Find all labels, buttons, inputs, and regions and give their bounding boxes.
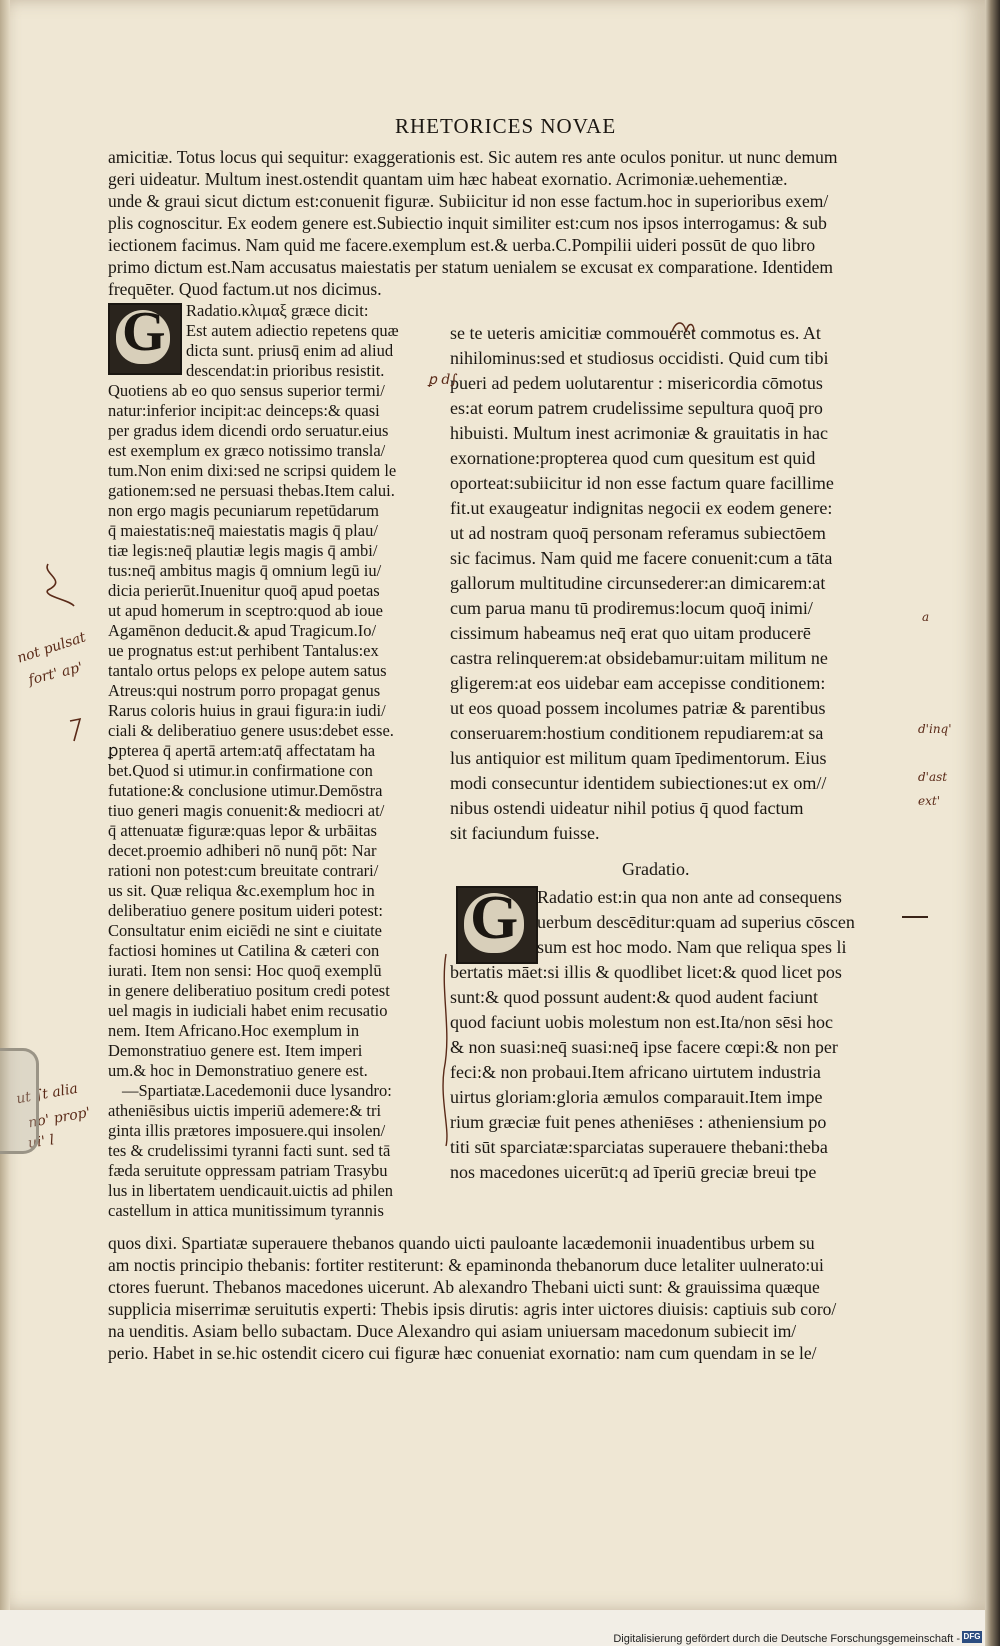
text-line: primo dictum est.Nam accusatus maiestatis per statum uenialem se excusat ex comparatione. Identidem <box>108 257 834 277</box>
text-line: nos macedones uicerūt:q ad īperiū greciæ breui tpe <box>450 1162 817 1182</box>
text-line: amicitiæ. Totus locus qui sequitur: exaggerationis est. Sic autem res ante oculos ponitur. ut nunc demum <box>108 147 838 167</box>
handwritten-note: not pulsat <box>15 629 88 667</box>
decorated-initial-left: G <box>108 303 182 375</box>
footer-credit: Digitalisierung gefördert durch die Deutsche Forschungsgemeinschaft - <box>613 1633 960 1645</box>
text-line: Radatio est:in qua non ante ad consequens <box>537 887 842 907</box>
text-line: castellum in attica munitissimum tyrannis <box>108 1201 384 1220</box>
text-line: Demonstratiuo genere est. Item imperi <box>108 1041 363 1060</box>
handwritten-note: ut ∫t alia <box>15 1080 80 1108</box>
text-line: gallorum multitudine circunsederer:an dimicarem:at <box>450 573 826 593</box>
text-line: us sit. Quæ reliqua &c.exemplum hoc in <box>108 881 375 900</box>
text-line: gationem:sed ne persuasi thebas.Item calui. <box>108 481 395 500</box>
text-line: quod faciunt uobis molestum non est.Ita/non sēsi hoc <box>450 1012 833 1032</box>
text-line: se te ueteris amicitiæ commoueret commotus es. At <box>450 323 821 343</box>
text-line: —Spartiatæ.Lacedemonii duce lysandro: <box>122 1081 392 1100</box>
handwritten-dash-mark <box>900 910 930 924</box>
page-edge <box>985 0 1000 1646</box>
text-line: gligerem:at eos uidebar eam accepisse conditionem: <box>450 673 826 693</box>
text-line: Radatio.κλιμαξ græce dicit: <box>186 301 369 320</box>
text-line: um.& hoc in Demonstratiuo genere est. <box>108 1061 368 1080</box>
text-line: descendat:in prioribus resistit. <box>186 361 385 380</box>
text-line: modi consecuntur identidem subiectiones:ut ex om// <box>450 773 827 793</box>
text-line: uirtus gloriam:gloria æmulos comparauit.Item impe <box>450 1087 823 1107</box>
handwritten-bracket-mark <box>40 560 80 610</box>
text-line: ctores fuerunt. Thebanos macedones uicerunt. Ab alexandro Thebani uicti sunt: & grauissima quæque <box>108 1277 820 1297</box>
text-line: ut ad nostram quoq̄ personam referamus subiectōem <box>450 523 826 543</box>
text-line: tum.Non enim dixi:sed ne scripsi quidem le <box>108 461 397 480</box>
text-line: decet.proemio adhiberi nō nunq̄ pōt: Nar <box>108 841 377 860</box>
handwritten-note: d'ast <box>918 770 948 784</box>
text-line: geri uideatur. Multum inest.ostendit quantam uim hæc habeat exornatio. Acrimoniæ.uehementiæ. <box>108 169 788 189</box>
text-line: tiæ legis:neq̄ plautiæ legis magis q̄ ambi/ <box>108 541 378 560</box>
handwritten-note: no' prop' <box>27 1104 92 1132</box>
text-line: Quotiens ab eo quo sensus superior termi/ <box>108 381 385 400</box>
text-line: tes & crudelissimi tyranni facti sunt. sed tā <box>108 1141 391 1160</box>
text-line: Rarus coloris huius in graui figura:in iudi/ <box>108 701 386 720</box>
text-line: titi sūt sparciatæ:sparciatas superauere thebani:theba <box>450 1137 828 1157</box>
handwritten-note: fort' ap' <box>26 659 85 689</box>
text-line: am noctis principio thebanis: fortiter restiterunt: & epaminonda thebanorum duce letaliter uulnerato:ui <box>108 1255 824 1275</box>
text-line: rium græciæ fuit penes atheniēses : atheniensium po <box>450 1112 827 1132</box>
text-line: est exemplum ex græco notissimo transla/ <box>108 441 386 460</box>
text-line: na uenditis. Asiam bello subactam. Duce Alexandro qui asiam uniuersam macedonum subiecit im/ <box>108 1321 797 1341</box>
text-line: tiuo generi magis conuenit:& mediocri at/ <box>108 801 385 820</box>
text-line: supplicia miserrimæ seruitutis experti: Thebis ipsis dirutis: agris inter uictores diuisis: captiuis sub coro/ <box>108 1299 837 1319</box>
text-line: uel magis in iudiciali habet enim recusatio <box>108 1001 388 1020</box>
text-line: rationi non potest:cum breuitate contrari/ <box>108 861 379 880</box>
text-line: factiosi homines ut Catilina & cæteri con <box>108 941 380 960</box>
text-line: ciali & deliberatiuo genere usus:debet esse. <box>108 721 394 740</box>
text-line: plis cognoscitur. Ex eodem genere est.Subiectio inquit similiter est:cum nos ipsos interrogamus: & sub <box>108 213 827 233</box>
text-line: ꝑpterea q̄ apertā artem:atq̄ affectatam ha <box>108 741 376 760</box>
text-line: Consultatur enim eiciēdi ne sint e ciuitate <box>108 921 383 940</box>
text-line: cissimum habeamus neq̄ erat quo uitam producerē <box>450 623 811 643</box>
text-line: in genere deliberatiuo positum credi potest <box>108 981 390 1000</box>
text-line: ut eos quoad possem incolumes patriæ & parentibus <box>450 698 826 718</box>
text-line: sic facimus. Nam quid me facere conuenit:cum a tāta <box>450 548 833 568</box>
text-line: ut apud homerum in sceptro:quod ab ioue <box>108 601 383 620</box>
text-line: non ergo magis pecuniarum repetūdarum <box>108 501 379 520</box>
handwritten-tick-mark <box>66 715 86 745</box>
handwritten-note: ext' <box>918 794 940 808</box>
text-line: frequēter. Quod factum.ut nos dicimus. <box>108 279 382 299</box>
text-line: q̄ attenuatæ figuræ:quas lepor & urbāitas <box>108 821 377 840</box>
text-line: nibus ostendi uideatur nihil potius q̄ quod factum <box>450 798 804 818</box>
text-line: lus antiquior est militum quam īpedimentorum. Eius <box>450 748 827 768</box>
handwritten-note: ꝑ d∫ <box>428 372 458 388</box>
running-header: RHETORICES NOVAE <box>395 114 617 138</box>
text-line: ginta illis prætores imposuere.qui insolen/ <box>108 1121 386 1140</box>
text-line: futatione:& conclusione utimur.Demōstra <box>108 781 383 800</box>
text-line: unde & graui sicut dictum est:conuenit figuræ. Subiicitur id non esse factum.hoc in superioribus exem/ <box>108 191 829 211</box>
text-line: es:at eorum patrem crudelissime sepultura quoq̄ pro <box>450 398 823 418</box>
handwritten-note: a <box>922 610 930 624</box>
text-line: fæda seruitute oppressam patriam Trasybu <box>108 1161 388 1180</box>
text-line: dicia perierūt.Inuenitur quoq̄ apud poetas <box>108 581 380 600</box>
handwritten-superscript-mark <box>668 318 698 336</box>
text-line: oporteat:subiicitur id non esse factum quare facillime <box>450 473 834 493</box>
text-line: Est autem adiectio repetens quæ <box>186 321 399 340</box>
text-line: cum parua manu tū prodiremus:locum quoq̄ inimi/ <box>450 598 813 618</box>
text-line: deliberatiuo genere positum uideri potest: <box>108 901 383 920</box>
text-line: uerbum descēditur:quam ad superius cōscen <box>537 912 855 932</box>
text-line: fit.ut exaugeatur indignitas negocii ex eodem genere: <box>450 498 833 518</box>
text-line: & non suasi:neq̄ suasi:neq̄ ipse facere cœpi:& non per <box>450 1037 838 1057</box>
handwritten-note: ui' l <box>27 1132 56 1152</box>
handwritten-note: d'inq' <box>918 722 952 736</box>
text-line: feci:& non probaui.Item africano uirtutem industria <box>450 1062 821 1082</box>
text-line: iurati. Item non sensi: Hoc quoq̄ exemplū <box>108 961 382 980</box>
decorated-initial-right: G <box>456 886 538 964</box>
text-line: pueri ad pedem uolutarentur : misericordia cōmotus <box>450 373 823 393</box>
text-line: q̄ maiestatis:neq̄ maiestatis magis q̄ plau/ <box>108 521 378 540</box>
dfg-logo: DFG <box>963 1632 981 1641</box>
page-clip <box>0 1048 39 1154</box>
text-line: castra relinquerem:at obsidebamur:uitam militum ne <box>450 648 828 668</box>
handwritten-margin-line <box>436 950 456 1150</box>
text-line: perio. Habet in se.hic ostendit cicero cui figuræ hæc conueniat exornatio: nam cum quendam in se le/ <box>108 1343 817 1363</box>
text-line: per gradus idem dicendi ordo seruatur.eius <box>108 421 389 440</box>
text-line: dicta sunt. priusq̄ enim ad aliud <box>186 341 394 360</box>
text-line: lus in libertatem uendicauit.uictis ad philen <box>108 1181 394 1200</box>
text-line: natur:inferior incipit:ac deinceps:& quasi <box>108 401 380 420</box>
text-line: sit faciundum fuisse. <box>450 823 600 843</box>
text-line: conseruarem:hostium conditionem repudiarem:at sa <box>450 723 824 743</box>
text-line: exornatione:propterea quod cum quesitum est quid <box>450 448 816 468</box>
text-line: tantalo ortus pelops ex pelope autem satus <box>108 661 387 680</box>
section-heading: Gradatio. <box>622 859 690 879</box>
text-line: nihilominus:sed et studiosus occidisti. Quid cum tibi <box>450 348 829 368</box>
page-gutter <box>0 0 10 1610</box>
text-line: tus:neq̄ ambitus magis q̄ omnium legū iu/ <box>108 561 382 580</box>
text-line: nem. Item Africano.Hoc exemplum in <box>108 1021 360 1040</box>
text-line: Atreus:qui nostrum porro propagat genus <box>108 681 381 700</box>
text-line: quos dixi. Spartiatæ superauere thebanos quando uicti pauloante lacædemonii inuadentibus urbem su <box>108 1233 815 1253</box>
text-line: ue prognatus est:ut perhibent Tantalus:ex <box>108 641 379 660</box>
text-line: bertatis māet:si illis & quodlibet licet:& quod licet pos <box>450 962 842 982</box>
text-line: iectionem facimus. Nam quid me facere.exemplum est.& uerba.C.Pompilii uideri possūt de quo libro <box>108 235 816 255</box>
text-line: hibuisti. Multum inest acrimoniæ & grauitatis in hac <box>450 423 828 443</box>
text-line: Agamēnon deducit.& apud Tragicum.Io/ <box>108 621 377 640</box>
text-line: sunt:& quod possunt audent:& quod audent faciunt <box>450 987 818 1007</box>
text-line: atheniēsibus uictis imperiū ademere:& tri <box>108 1101 382 1120</box>
text-line: sum est hoc modo. Nam que reliqua spes li <box>537 937 847 957</box>
text-line: bet.Quod si utimur.in confirmatione con <box>108 761 373 780</box>
